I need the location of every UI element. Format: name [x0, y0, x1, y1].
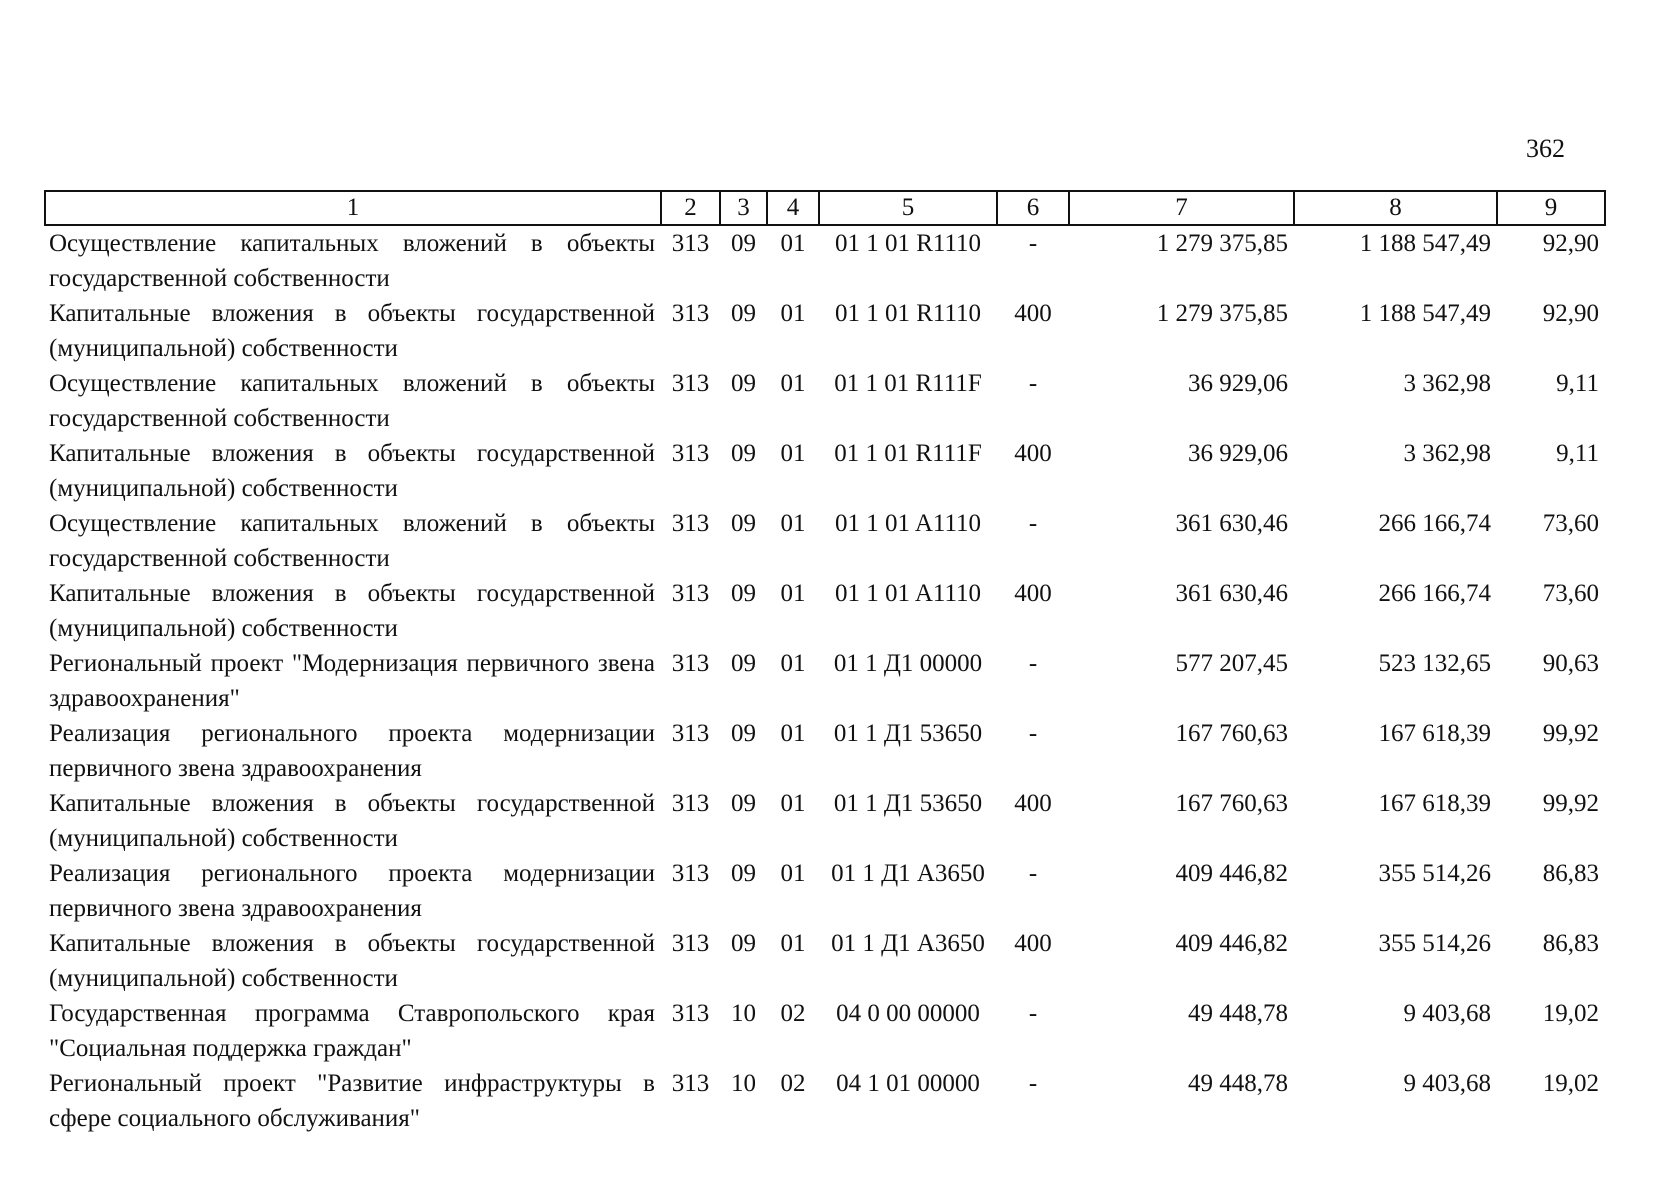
expense-type-cell: - — [1028, 510, 1038, 537]
executed-amount-cell: 266 166,74 — [1378, 510, 1491, 537]
execution-percent-cell: 73,60 — [1542, 510, 1599, 537]
column-header-5: 5 — [819, 191, 997, 225]
execution-percent-cell: 86,83 — [1542, 860, 1599, 887]
admin-code-cell: 313 — [671, 1000, 710, 1027]
expense-type-cell: - — [1028, 1070, 1038, 1097]
admin-code-cell: 313 — [671, 1070, 710, 1097]
section-cell: 09 — [731, 370, 756, 397]
column-header-9: 9 — [1497, 191, 1605, 225]
target-article-cell: 01 1 Д1 A3650 — [831, 930, 985, 957]
section-cell: 09 — [731, 790, 756, 817]
column-header-3: 3 — [720, 191, 767, 225]
column-header-6: 6 — [997, 191, 1069, 225]
subsection-cell: 02 — [780, 1000, 806, 1027]
target-article-cell: 01 1 Д1 A3650 — [831, 860, 985, 887]
row-name-cell: Реализация регионального проекта модернизации первичного звена здравоохранения — [49, 860, 655, 922]
planned-amount-cell: 1 279 375,85 — [1156, 300, 1288, 327]
page-number: 362 — [1526, 134, 1565, 163]
section-cell: 09 — [731, 860, 756, 887]
execution-percent-cell: 19,02 — [1542, 1000, 1599, 1027]
row-name-cell: Осуществление капитальных вложений в объекты государственной собственности — [49, 230, 655, 292]
admin-code-cell: 313 — [671, 300, 710, 327]
admin-code-cell: 313 — [671, 650, 710, 677]
column-header-7: 7 — [1069, 191, 1294, 225]
admin-code-cell: 313 — [671, 720, 710, 747]
executed-amount-cell: 266 166,74 — [1378, 580, 1491, 607]
table-row — [45, 926, 1605, 996]
planned-amount-cell: 409 446,82 — [1175, 930, 1288, 957]
target-article-cell: 01 1 01 R1110 — [834, 300, 982, 327]
target-article-cell: 01 1 Д1 00000 — [833, 650, 983, 677]
table-row — [45, 996, 1605, 1066]
table-row — [45, 296, 1605, 366]
section-cell: 10 — [731, 1070, 756, 1097]
planned-amount-cell: 36 929,06 — [1188, 440, 1288, 467]
expense-type-cell: - — [1028, 860, 1038, 887]
section-cell: 09 — [731, 300, 756, 327]
table-row — [45, 856, 1605, 926]
expense-type-cell: - — [1028, 1000, 1038, 1027]
table-row — [45, 576, 1605, 646]
table-row — [45, 646, 1605, 716]
table-row — [45, 366, 1605, 436]
subsection-cell: 01 — [780, 300, 806, 327]
column-header-2: 2 — [661, 191, 720, 225]
execution-percent-cell: 90,63 — [1542, 650, 1599, 677]
row-name-cell: Государственная программа Ставропольского края "Социальная поддержка граждан" — [49, 1000, 655, 1062]
target-article-cell: 01 1 01 R111F — [834, 440, 982, 467]
table-body — [45, 225, 1605, 1136]
section-cell: 10 — [731, 1000, 756, 1027]
planned-amount-cell: 36 929,06 — [1188, 370, 1288, 397]
row-name-cell: Капитальные вложения в объекты государственной (муниципальной) собственности — [49, 580, 655, 642]
target-article-cell: 04 0 00 00000 — [836, 1000, 980, 1027]
execution-percent-cell: 9,11 — [1556, 440, 1599, 467]
admin-code-cell: 313 — [671, 440, 710, 467]
budget-table — [44, 190, 1606, 1136]
expense-type-cell: 400 — [1014, 930, 1052, 957]
planned-amount-cell: 167 760,63 — [1175, 720, 1288, 747]
section-cell: 09 — [731, 440, 756, 467]
execution-percent-cell: 92,90 — [1542, 230, 1599, 257]
target-article-cell: 01 1 01 R1110 — [834, 230, 982, 257]
table-row — [45, 786, 1605, 856]
execution-percent-cell: 99,92 — [1542, 790, 1599, 817]
expense-type-cell: - — [1028, 230, 1038, 257]
expense-type-cell: 400 — [1014, 300, 1052, 327]
executed-amount-cell: 167 618,39 — [1378, 720, 1491, 747]
subsection-cell: 02 — [780, 1070, 806, 1097]
subsection-cell: 01 — [780, 930, 806, 957]
executed-amount-cell: 3 362,98 — [1403, 440, 1491, 467]
expense-type-cell: - — [1028, 370, 1038, 397]
executed-amount-cell: 3 362,98 — [1403, 370, 1491, 397]
expense-type-cell: 400 — [1014, 440, 1052, 467]
planned-amount-cell: 1 279 375,85 — [1156, 230, 1288, 257]
row-name-cell: Капитальные вложения в объекты государственной (муниципальной) собственности — [49, 440, 655, 502]
subsection-cell: 01 — [780, 790, 806, 817]
executed-amount-cell: 355 514,26 — [1378, 860, 1491, 887]
row-name-cell: Капитальные вложения в объекты государственной (муниципальной) собственности — [49, 790, 655, 852]
section-cell: 09 — [731, 650, 756, 677]
target-article-cell: 01 1 Д1 53650 — [833, 790, 983, 817]
expense-type-cell: - — [1028, 650, 1038, 677]
column-header-1: 1 — [45, 191, 661, 225]
executed-amount-cell: 9 403,68 — [1403, 1000, 1491, 1027]
admin-code-cell: 313 — [671, 510, 710, 537]
row-name-cell: Капитальные вложения в объекты государственной (муниципальной) собственности — [49, 930, 655, 992]
planned-amount-cell: 49 448,78 — [1188, 1070, 1288, 1097]
subsection-cell: 01 — [780, 230, 806, 257]
target-article-cell: 04 1 01 00000 — [836, 1070, 980, 1097]
subsection-cell: 01 — [780, 370, 806, 397]
admin-code-cell: 313 — [671, 790, 710, 817]
row-name-cell: Региональный проект "Модернизация первичного звена здравоохранения" — [49, 650, 655, 712]
section-cell: 09 — [731, 230, 756, 257]
executed-amount-cell: 1 188 547,49 — [1359, 300, 1491, 327]
table-row — [45, 225, 1605, 296]
target-article-cell: 01 1 01 R111F — [834, 370, 982, 397]
executed-amount-cell: 1 188 547,49 — [1359, 230, 1491, 257]
admin-code-cell: 313 — [671, 860, 710, 887]
subsection-cell: 01 — [780, 440, 806, 467]
table-row — [45, 716, 1605, 786]
execution-percent-cell: 9,11 — [1556, 370, 1599, 397]
planned-amount-cell: 167 760,63 — [1175, 790, 1288, 817]
planned-amount-cell: 49 448,78 — [1188, 1000, 1288, 1027]
admin-code-cell: 313 — [671, 930, 710, 957]
header-row — [45, 191, 1605, 225]
admin-code-cell: 313 — [671, 230, 710, 257]
table-row — [45, 436, 1605, 506]
planned-amount-cell: 361 630,46 — [1175, 580, 1288, 607]
row-name-cell: Реализация регионального проекта модернизации первичного звена здравоохранения — [49, 720, 655, 782]
section-cell: 09 — [731, 510, 756, 537]
column-header-8: 8 — [1294, 191, 1497, 225]
expense-type-cell: 400 — [1014, 790, 1052, 817]
execution-percent-cell: 92,90 — [1542, 300, 1599, 327]
subsection-cell: 01 — [780, 650, 806, 677]
expense-type-cell: - — [1028, 720, 1038, 747]
execution-percent-cell: 86,83 — [1542, 930, 1599, 957]
target-article-cell: 01 1 01 A1110 — [834, 580, 982, 607]
planned-amount-cell: 577 207,45 — [1175, 650, 1288, 677]
row-name-cell: Региональный проект "Развитие инфраструктуры в сфере социального обслуживания" — [49, 1070, 655, 1132]
row-name-cell: Осуществление капитальных вложений в объекты государственной собственности — [49, 510, 655, 572]
executed-amount-cell: 355 514,26 — [1378, 930, 1491, 957]
admin-code-cell: 313 — [671, 580, 710, 607]
executed-amount-cell: 523 132,65 — [1378, 650, 1491, 677]
section-cell: 09 — [731, 720, 756, 747]
target-article-cell: 01 1 Д1 53650 — [833, 720, 983, 747]
table-row — [45, 506, 1605, 576]
subsection-cell: 01 — [780, 860, 806, 887]
execution-percent-cell: 99,92 — [1542, 720, 1599, 747]
executed-amount-cell: 167 618,39 — [1378, 790, 1491, 817]
executed-amount-cell: 9 403,68 — [1403, 1070, 1491, 1097]
execution-percent-cell: 19,02 — [1542, 1070, 1599, 1097]
planned-amount-cell: 409 446,82 — [1175, 860, 1288, 887]
section-cell: 09 — [731, 930, 756, 957]
row-name-cell: Осуществление капитальных вложений в объекты государственной собственности — [49, 370, 655, 432]
planned-amount-cell: 361 630,46 — [1175, 510, 1288, 537]
section-cell: 09 — [731, 580, 756, 607]
column-header-4: 4 — [767, 191, 819, 225]
target-article-cell: 01 1 01 A1110 — [834, 510, 982, 537]
table-row — [45, 1066, 1605, 1136]
subsection-cell: 01 — [780, 720, 806, 747]
subsection-cell: 01 — [780, 510, 806, 537]
expense-type-cell: 400 — [1014, 580, 1052, 607]
execution-percent-cell: 73,60 — [1542, 580, 1599, 607]
admin-code-cell: 313 — [671, 370, 710, 397]
subsection-cell: 01 — [780, 580, 806, 607]
row-name-cell: Капитальные вложения в объекты государственной (муниципальной) собственности — [49, 300, 655, 362]
